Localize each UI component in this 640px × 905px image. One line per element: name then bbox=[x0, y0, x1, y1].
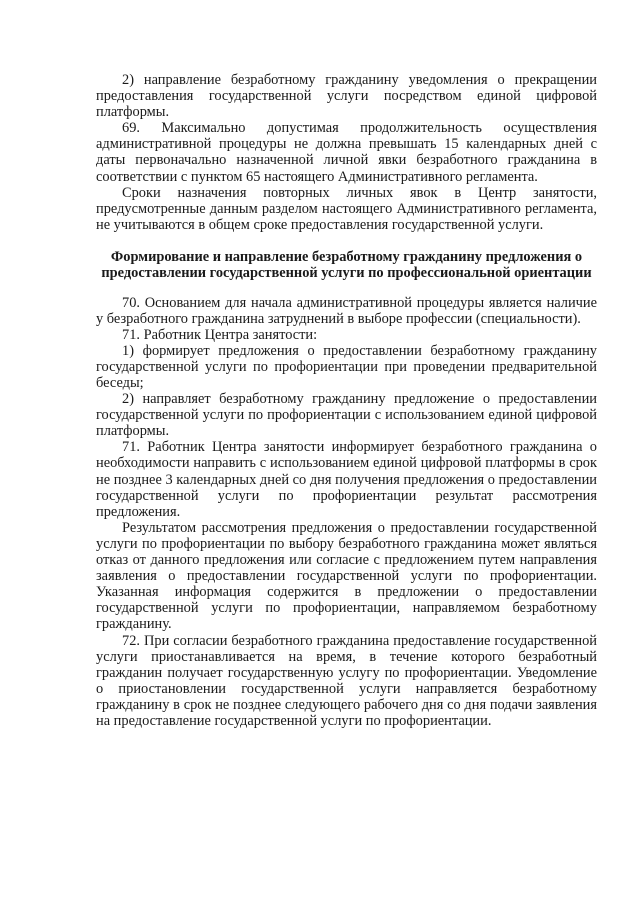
document-page bbox=[96, 72, 597, 729]
paragraph-69: 69. Максимально допустимая продолжительность осуществления административной процедуры не должна превышать 15 календарных дней с даты первоначально назначенной личной явки безработного гражданина в соответствии с пунктом 65 настоящего Административного регламента. bbox=[96, 120, 597, 185]
paragraph-70: 70. Основанием для начала административной процедуры является наличие у безработного гражданина затруднений в выборе профессии (специальности). bbox=[96, 294, 597, 327]
paragraph-71-item-1: 1) формирует предложения о предоставлении безработному гражданину государственной услуги по профориентации при проведении предварительной беседы; bbox=[96, 342, 597, 391]
section-heading: Формирование и направление безработному гражданину предложения о предоставлении государственной услуги по профессиональной ориентации bbox=[101, 248, 592, 282]
paragraph-repeat-visits: Сроки назначения повторных личных явок в Центр занятости, предусмотренные данным разделом настоящего Административного регламента, не учитываются в общем сроке предоставления государственной услуги. bbox=[96, 184, 597, 233]
paragraph-71-item-2: 2) направляет безработному гражданину предложение о предоставлении государственной услуги по профориентации с использованием единой цифровой платформы. bbox=[96, 391, 597, 440]
paragraph-result: Результатом рассмотрения предложения о предоставлении государственной услуги по профориентации по выбору безработного гражданина может являться отказ от данного предложения или согласие с предложением путем направления заявления о предоставлении государственной услуги по профориентации. Указанная информация содержится в предложении о предоставлении государственной услуги по профориентации, направляемом безработному гражданину. bbox=[96, 519, 597, 633]
paragraph-item-2-notification: 2) направление безработному гражданину уведомления о прекращении предоставления государственной услуги посредством единой цифровой платформы. bbox=[96, 72, 597, 121]
paragraph-71-intro: 71. Работник Центра занятости: bbox=[122, 326, 318, 343]
paragraph-72: 72. При согласии безработного гражданина предоставление государственной услуги приостанавливается на время, в течение которого безработный гражданин получает государственную услугу по профориентации. Уведомление о приостановлении государственной услуги направляется безработному гражданину в срок не позднее следующего рабочего дня со дня подачи заявления на предоставление государственной услуги по профориентации. bbox=[96, 632, 597, 729]
paragraph-71-inform: 71. Работник Центра занятости информирует безработного гражданина о необходимости направить с использованием единой цифровой платформы в срок не позднее 3 календарных дней со дня получения предложения о предоставлении государственной услуги по профориентации результат рассмотрения предложения. bbox=[96, 439, 597, 520]
